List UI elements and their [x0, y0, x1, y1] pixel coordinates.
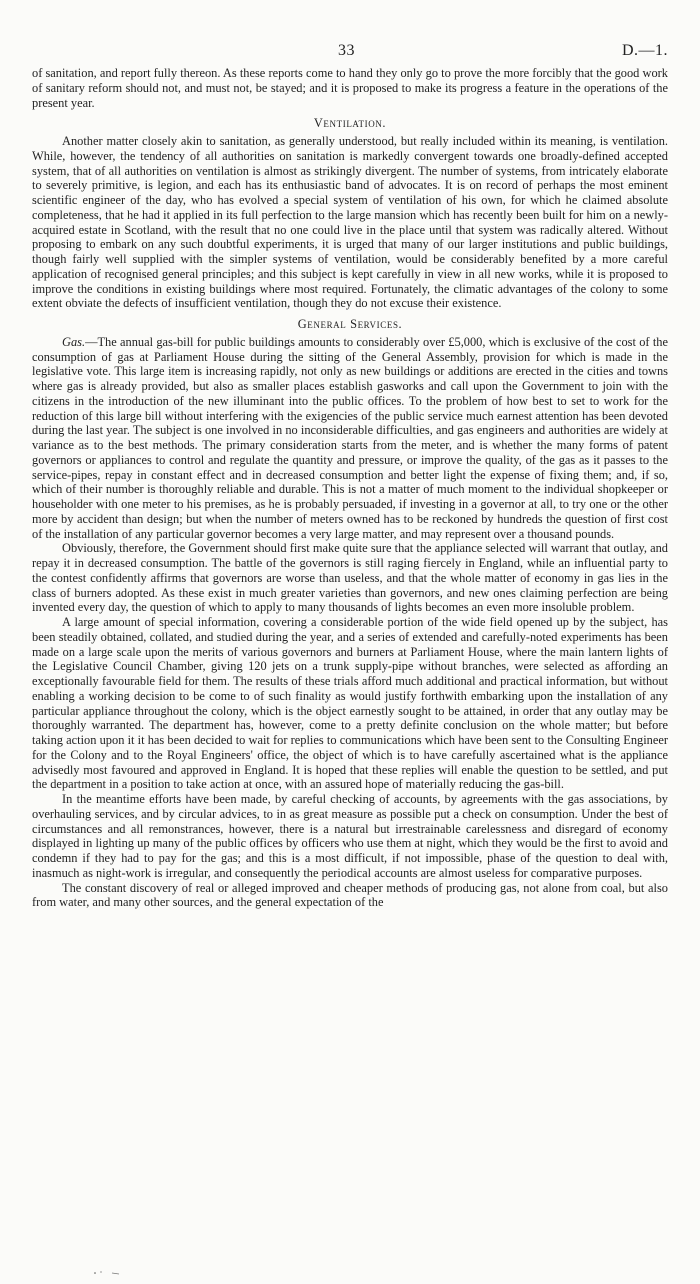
paragraph-sanitation-continued: of sanitation, and report fully thereon. As these reports come to hand they only go to prove the more forcibly that the good work of sanitary reform should not, and must not, be stayed; and it is proposed to make its progress a feature in the operations of the present year. [32, 66, 668, 110]
page-number: 33 [338, 42, 355, 59]
paragraph-gas-lead-in: Gas. [62, 334, 86, 349]
document-code: D.—1. [621, 42, 668, 59]
paragraph-experiments: A large amount of special information, covering a considerable portion of the wide field opened up by the subject, has been steadily obtained, collated, and studied during the year, and a series of extended and carefully-noted experiments has been made on a large scale upon the merits of various governors and burners at Parliament House, where the main lantern lights of the Legislative Council Chamber, giving 120 jets on a trunk supply-pipe without branches, were selected as affording an exceptionally favourable field for them. The results of these trials afford much additional and practical information, but without enabling a working decision to be come to of such finality as would justify forthwith embarking upon the installation of any particular appliance throughout the colony, which is the object earnestly sought to be attained, in order that any outlay may be thoroughly warranted. The department has, however, come to a pretty definite conclusion on the whole matter; but before taking action upon it it has been decided to wait for replies to communications which have been sent to the Consulting Engineer for the Colony and to the Royal Engineers' office, the object of which is to have carefully ascertained what is the appliance advisedly most favoured and approved in England. It is hoped that these replies will enable the question to be settled, and put the department in a position to take action at once, with an assured hope of materially reducing the gas-bill. [32, 615, 668, 792]
page-header [0, 42, 700, 62]
paragraph-ventilation: Another matter closely akin to sanitation, as generally understood, but really included within its meaning, is ventilation. While, however, the tendency of all authorities on sanitation is markedly convergent towards one broadly-defined accepted system, that of all authorities on ventilation is almost as strikingly divergent. The number of systems, from intricately elaborate to severely primitive, is legion, and each has its enthusiastic band of advocates. It is on record of perhaps the most eminent scientific engineer of the day, who has evolved a special system of ventilation of his own, for which he claimed absolute completeness, that he had it applied in its full perfection to the large mansion which has recently been built for him on a newly-acquired estate in Scotland, with the result that no one could live in the place until that system was radically altered. Without proposing to embark on any such doubtful experiments, it is urged that many of our larger institutions and public buildings, though fairly well supplied with the simpler systems of ventilation, would be considerably benefited by a more careful application of recognised general principles; and this subject is kept carefully in view in all new works, while it is proposed to improve the conditions in existing buildings where most required. Fortunately, the climatic advantages of the colony to some extent obviate the defects of insufficient ventilation, though they do not excuse their existence. [32, 134, 668, 311]
paragraph-governors: Obviously, therefore, the Government should first make quite sure that the appliance selected will warrant that outlay, and repay it in decreased consumption. The battle of the governors is still raging fiercely in England, while an influential party to the contest confidently affirms that governors are worse than useless, and that the whole matter of economy in gas lies in the class of burners adopted. As these exist in much greater varieties than governors, and new ones claiming perfection are being invented every day, the question of which to apply to many thousands of lights becomes an even more insoluble problem. [32, 541, 668, 615]
paragraph-cheaper-methods: The constant discovery of real or alleged improved and cheaper methods of producing gas, not alone from coal, but also from water, and many other sources, and the general expectation of the [32, 880, 668, 910]
document-body [32, 66, 668, 910]
paragraph-gas [32, 335, 668, 542]
section-heading-ventilation: Ventilation. [313, 116, 387, 131]
section-heading-general-services: General Services. [297, 317, 403, 331]
scan-specks [92, 1270, 122, 1276]
paragraph-gas-text: —The annual gas-bill for public buildings amounts to considerably over £5,000, which is exclusive of the cost of the consumption of gas at Parliament House during the sitting of the General Assembly, provision for which is made in the legislative vote. This large item is increasing rapidly, not only as new buildings or additions are erected in the cities and towns where gas is already provided, but also as smaller places establish gasworks and call upon the Government to join with the citizens in the introduction of the new illuminant into the public offices. To the problem of how best to set to work for the reduction of this large bill without interfering with the exigencies of the public service much earnest attention has been devoted during the last year. The subject is one involved in no inconsiderable difficulties, and gas engineers and authorities are widely at variance as to the best methods. The primary consideration starts from the meter, and is whether the many forms of patent governors or appliances to control and regulate the quantity and pressure, or improve the quality, of the gas as it passes to the service-pipes, repay in constant effect and in decreased consumption and better light the expense of fixing them; and, if so, which of their number is thoroughly reliable and durable. This is not a matter of much moment to the individual shopkeeper or householder with one meter to his premises, as he is probably persuaded, if investing in a governor at all, to try one or the other more by accident than design; but when the number of meters owned has to be reckoned by hundreds the question of first cost of the installation of any particular governor becomes a very large matter, and may represent over a thousand pounds. [32, 334, 668, 541]
paragraph-economy-efforts: In the meantime efforts have been made, by careful checking of accounts, by agreements with the gas associations, by overhauling services, and by circular advices, to in as great measure as possible put a check on consumption. Under the best of circumstances and all remonstrances, however, there is a natural but irrestrainable carelessness and disregard of economy displayed in lighting up many of the public offices by officers who use them at night, which they would be the first to avoid and condemn if they had to pay for the gas; and this is a most difficult, if not impossible, phase of the question to deal with, inasmuch as night-work is irregular, and consequently the periodical accounts are almost useless for comparative purposes. [32, 792, 668, 880]
